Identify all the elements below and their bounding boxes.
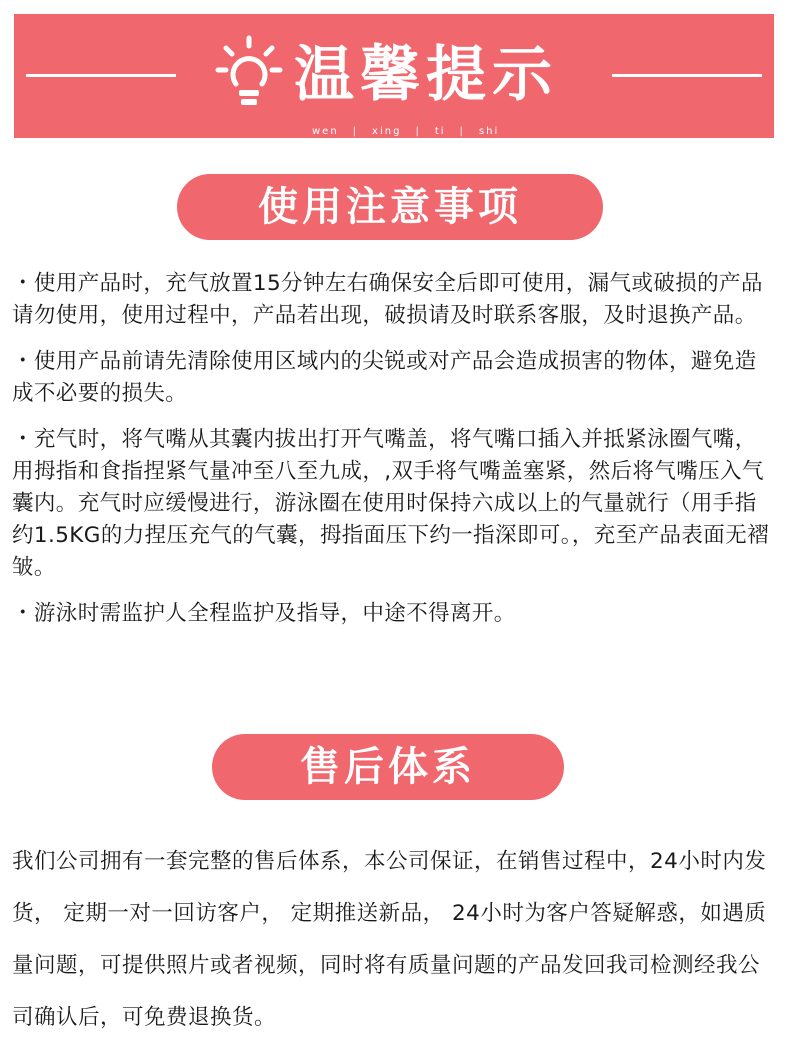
header-banner bbox=[14, 14, 774, 138]
after-sales-paragraph: 我们公司拥有一套完整的售后体系，本公司保证，在销售过程中，24小时内发货， 定期一对一回访客户， 定期推送新品， 24小时为客户答疑解惑，如遇质量问题，可提供照片或者视频，同时将有质量问题的产品发回我司检测经我公司确认后，可免费退换货。 bbox=[12, 849, 767, 1030]
pinyin-syllable: xing bbox=[372, 126, 402, 137]
banner-divider-right bbox=[612, 74, 762, 77]
banner-pinyin bbox=[312, 126, 499, 137]
pinyin-separator: | bbox=[415, 126, 421, 137]
banner-divider-left bbox=[26, 74, 176, 77]
banner-title: 温馨提示 bbox=[294, 40, 558, 110]
section-heading-after-sales: 售后体系 bbox=[212, 734, 564, 800]
usage-notes-list bbox=[12, 268, 778, 644]
pinyin-separator: | bbox=[459, 126, 465, 137]
usage-note-item: ・游泳时需监护人全程监护及指导，中途不得离开。 bbox=[12, 601, 516, 626]
banner-title-group bbox=[214, 32, 594, 137]
section-heading-usage-notes: 使用注意事项 bbox=[177, 174, 603, 240]
pinyin-syllable: ti bbox=[434, 126, 446, 137]
usage-note-item: ・使用产品前请先清除使用区域内的尖锐或对产品会造成损害的物体，避免造成不必要的损失。 bbox=[12, 349, 757, 406]
pinyin-syllable: wen bbox=[312, 126, 339, 137]
pinyin-separator: | bbox=[352, 126, 359, 137]
usage-note-item: ・充气时，将气嘴从其囊内拔出打开气嘴盖，将气嘴口插入并抵紧泳圈气嘴，用拇指和食指捏紧气量冲至八至九成，,双手将气嘴盖塞紧，然后将气嘴压入气囊内。充气时应缓慢进行，游泳圈在使用时保持六成以上的气量就行（用手指约1.5KG的力捏压充气的气囊，拇指面压下约一指深即可。，充至产品表面无褶皱。 bbox=[12, 427, 770, 580]
usage-note-item: ・使用产品时，充气放置15分钟左右确保安全后即可使用，漏气或破损的产品请勿使用，使用过程中，产品若出现，破损请及时联系客服，及时退换产品。 bbox=[12, 271, 763, 328]
lightbulb-icon bbox=[214, 34, 284, 110]
pinyin-syllable: shi bbox=[478, 126, 500, 137]
